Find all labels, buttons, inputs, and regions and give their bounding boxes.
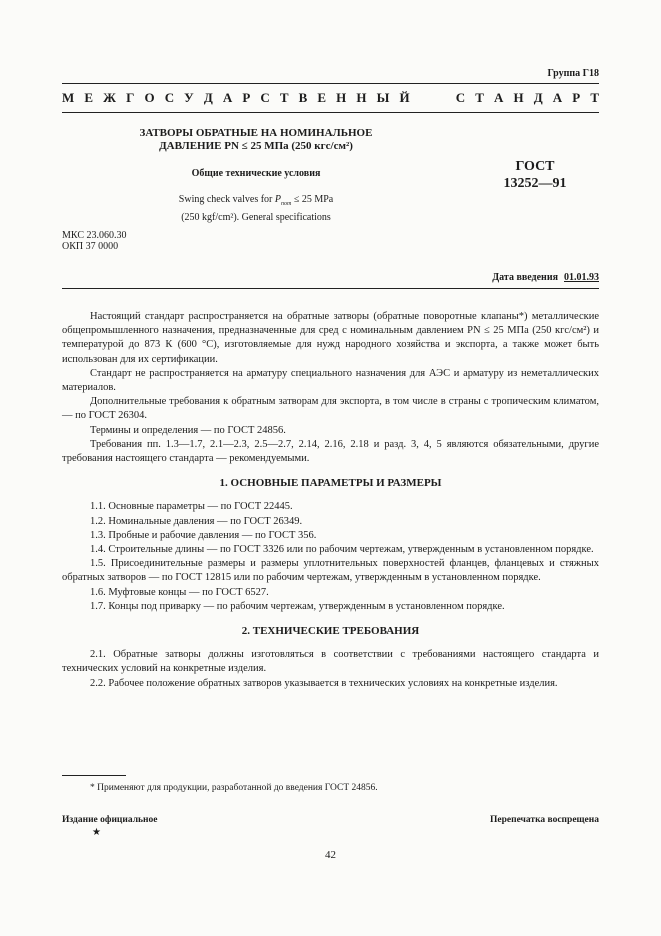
heading-rule xyxy=(62,112,599,113)
page-number: 42 xyxy=(325,849,336,861)
clause: 1.3. Пробные и рабочие давления — по ГОСТ 356. xyxy=(90,529,317,541)
document-title xyxy=(106,127,406,153)
mks-code: МКС 23.060.30 xyxy=(62,230,127,241)
gost-number: 13252—91 xyxy=(503,176,567,191)
gost-designation xyxy=(495,158,575,192)
paragraph: Дополнительные требования к обратным затворам для экспорта, в том числе в страны с тропическим климатом, — по ГОСТ 26304. xyxy=(62,396,599,422)
heading-letter: Н xyxy=(336,90,347,105)
heading-letter: У xyxy=(184,90,194,105)
section-2-heading: 2. ТЕХНИЧЕСКИЕ ТРЕБОВАНИЯ xyxy=(241,625,420,638)
clause: 2.1. Обратные затворы должны изготовляться в соответствии с требованиями настоящего стандарта и технических условий на конкретные изделия. xyxy=(62,649,599,675)
paragraph: Требования пп. 1.3—1.7, 2.1—2.3, 2.5—2.7, 2.14, 2.16, 2.18 и разд. 3, 4, 5 являются обязательными, другие требования настоящего стандарта — рекомендуемыми. xyxy=(62,438,599,465)
heading-letter: А xyxy=(222,90,233,105)
heading-letter: Р xyxy=(572,90,581,105)
heading-letter: М xyxy=(62,90,75,105)
paragraph: Настоящий стандарт распространяется на обратные затворы (обратные поворотные клапаны*) металлические общепромышленного назначения, предназначенные для сред с номинальным давлением PN ≤ 25 МПа (250 кгс/см²) и температурой до 873 К (600 °С), изготовляемые для нужд народного хозяйства и экспорта, а также может быть использован для их сертификации. xyxy=(62,311,599,365)
heading-letter: Т xyxy=(590,90,599,105)
official-edition: Издание официальное xyxy=(62,815,158,825)
heading-letter: Е xyxy=(317,90,327,105)
clause: 1.5. Присоединительные размеры и размеры уплотнительных поверхностей фланцев, фланцевых и стяжных обратных затворов — по ГОСТ 12815 или по рабочим чертежам, утвержденным в установленном порядке. xyxy=(62,558,599,584)
english-p: P xyxy=(274,194,281,205)
heading-letter: О xyxy=(144,90,155,105)
paragraph: Стандарт не распространяется на арматуру специального назначения для АЭС и арматуру из неметаллических материалов. xyxy=(62,367,599,394)
group-code: Группа Г18 xyxy=(547,68,599,79)
paragraph: Термины и определения — по ГОСТ 24856. xyxy=(90,424,286,436)
heading-letter: Е xyxy=(84,90,94,105)
footnote: * Применяют для продукции, разработанной до введения ГОСТ 24856. xyxy=(90,783,378,793)
clause: 2.2. Рабочее положение обратных затворов указывается в технических условиях на конкретные изделия. xyxy=(90,677,558,689)
heading-letter: Ы xyxy=(376,90,390,105)
heading-letter: С xyxy=(164,90,175,105)
heading-letter: Н xyxy=(356,90,367,105)
heading-letter: С xyxy=(260,90,270,105)
heading-letter: А xyxy=(552,90,563,105)
english-sub: nom xyxy=(280,201,292,207)
date-rule xyxy=(62,288,599,289)
heading-letter: В xyxy=(298,90,308,105)
document-body xyxy=(62,310,599,691)
title-line-1: ЗАТВОРЫ ОБРАТНЫЕ НА НОМИНАЛЬНОЕ xyxy=(139,127,373,139)
heading-letter: Р xyxy=(242,90,251,105)
heading-letter: Г xyxy=(126,90,135,105)
heading-letter: Д xyxy=(203,90,213,105)
heading-letter: Н xyxy=(513,90,524,105)
interstate-standard-heading xyxy=(62,90,599,106)
clause: 1.6. Муфтовые концы — по ГОСТ 6527. xyxy=(90,586,269,598)
english-title: Swing check valves for $P_{nom} \le 25$ MPa (250 kgf/cm²). General specifications xyxy=(106,193,406,224)
reprint-prohibited: Перепечатка воспрещена xyxy=(489,815,599,825)
english-title-line-2: (250 kgf/cm²). General specifications xyxy=(181,212,331,223)
heading-letter: Т xyxy=(279,90,289,105)
clause: 1.7. Концы под приварку — по рабочим чертежам, утвержденным в установленном порядке. xyxy=(90,600,505,612)
intro-date-value: 01.01.93 xyxy=(564,272,599,283)
word-gap xyxy=(420,90,446,106)
clause: 1.1. Основные параметры — по ГОСТ 22445. xyxy=(90,501,293,513)
heading-letter: С xyxy=(455,90,466,105)
clause: 1.2. Номинальные давления — по ГОСТ 26349. xyxy=(90,515,303,527)
footnote-rule xyxy=(62,775,126,776)
clause: 1.4. Строительные длины — по ГОСТ 3326 или по рабочим чертежам, утвержденным в установленном порядке. xyxy=(90,544,594,556)
introduction-date xyxy=(492,272,599,283)
star-icon: ★ xyxy=(92,827,101,838)
section-1-heading: 1. ОСНОВНЫЕ ПАРАМЕТРЫ И РАЗМЕРЫ xyxy=(219,477,442,490)
heading-letter: Й xyxy=(399,90,410,105)
classification-codes xyxy=(62,230,126,252)
heading-letter: Т xyxy=(475,90,484,105)
heading-letter: Ж xyxy=(103,90,116,105)
top-rule xyxy=(62,83,599,84)
title-line-2: ДАВЛЕНИЕ PN ≤ 25 МПа (250 кгс/см²) xyxy=(159,140,353,152)
heading-letter: А xyxy=(494,90,504,105)
heading-letter: Д xyxy=(533,90,543,105)
okp-code: ОКП 37 0000 xyxy=(62,241,119,252)
intro-date-label: Дата введения xyxy=(492,272,558,283)
gost-label: ГОСТ xyxy=(515,159,555,174)
document-subtitle: Общие технические условия xyxy=(191,168,321,179)
